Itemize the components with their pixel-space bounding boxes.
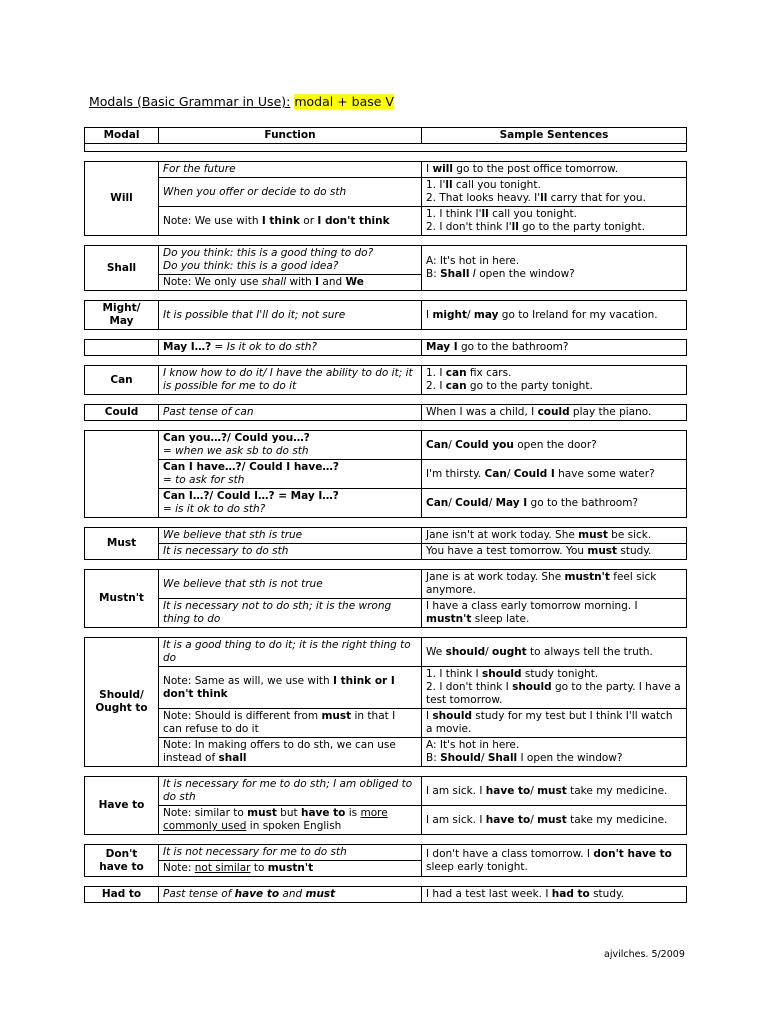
function-cell: Can I…?/ Could I…? = May I…? = is it ok to do sth? <box>159 489 422 518</box>
header-table <box>84 127 687 152</box>
sample-cell: You have a test tomorrow. You must study. <box>422 544 687 560</box>
section-had-to <box>84 886 687 903</box>
spacer-row <box>85 144 687 152</box>
modal-will: Will <box>85 162 159 236</box>
function-cell: Can you…?/ Could you…? = when we ask sb to do sth <box>159 431 422 460</box>
modal-have-to: Have to <box>85 777 159 835</box>
sample-cell: A: It's hot in here. B: Should/ Shall I open the window? <box>422 738 687 767</box>
header-sample: Sample Sentences <box>422 128 687 144</box>
sample-cell: I have a class early tomorrow morning. I mustn't sleep late. <box>422 599 687 628</box>
function-cell: Note: We use with I think or I don't think <box>159 207 422 236</box>
sample-cell: When I was a child, I could play the piano. <box>422 405 687 421</box>
sample-cell: I am sick. I have to/ must take my medicine. <box>422 777 687 806</box>
function-cell: When you offer or decide to do sth <box>159 178 422 207</box>
function-cell: It is possible that I'll do it; not sure <box>159 301 422 330</box>
section-will <box>84 161 687 236</box>
section-should <box>84 637 687 767</box>
modal-mustnt: Mustn't <box>85 570 159 628</box>
function-cell: May I…? = Is it ok to do sth? <box>159 340 422 356</box>
function-cell: It is necessary for me to do sth; I am obliged to do sth <box>159 777 422 806</box>
sample-cell: 1. I can fix cars. 2. I can go to the party tonight. <box>422 366 687 395</box>
modal-shall: Shall <box>85 246 159 291</box>
section-can <box>84 365 687 395</box>
section-mustnt <box>84 569 687 628</box>
function-cell: Past tense of can <box>159 405 422 421</box>
section-might-may <box>84 300 687 330</box>
function-cell: Note: In making offers to do sth, we can use instead of shall <box>159 738 422 767</box>
sample-cell: Jane isn't at work today. She must be sick. <box>422 528 687 544</box>
footer-credit: ajvilches. 5/2009 <box>604 949 685 960</box>
section-may-i <box>84 339 687 356</box>
sample-cell: 1. I think I should study tonight. 2. I don't think I should go to the party. I have a test tomorrow. <box>422 667 687 709</box>
sample-cell: I am sick. I have to/ must take my medicine. <box>422 806 687 835</box>
header-modal: Modal <box>85 128 159 144</box>
section-have-to <box>84 776 687 835</box>
function-cell: Note: Same as will, we use with I think or I don't think <box>159 667 422 709</box>
function-cell: It is not necessary for me to do sth <box>159 845 422 861</box>
page-title <box>89 94 394 109</box>
modal-empty <box>85 340 159 356</box>
sample-cell: I had a test last week. I had to study. <box>422 887 687 903</box>
modal-dont-have-to: Don't have to <box>85 845 159 877</box>
function-cell: Note: We only use shall with I and We <box>159 275 422 291</box>
sample-cell: A: It's hot in here. B: Shall I open the window? <box>422 246 687 291</box>
function-cell: Note: similar to must but have to is more commonly used in spoken English <box>159 806 422 835</box>
sample-cell: Jane is at work today. She mustn't feel sick anymore. <box>422 570 687 599</box>
section-must <box>84 527 687 560</box>
section-shall <box>84 245 687 291</box>
sample-cell: I should study for my test but I think I'll watch a movie. <box>422 709 687 738</box>
function-cell: It is necessary not to do sth; it is the wrong thing to do <box>159 599 422 628</box>
function-cell: We believe that sth is not true <box>159 570 422 599</box>
function-cell: Do you think: this is a good thing to do? Do you think: this is a good idea? <box>159 246 422 275</box>
function-cell: Past tense of have to and must <box>159 887 422 903</box>
sample-cell: Can/ Could/ May I go to the bathroom? <box>422 489 687 518</box>
sample-cell: 1. I'll call you tonight. 2. That looks heavy. I'll carry that for you. <box>422 178 687 207</box>
modal-can: Can <box>85 366 159 395</box>
sample-cell: May I go to the bathroom? <box>422 340 687 356</box>
function-cell: Can I have…?/ Could I have…? = to ask for sth <box>159 460 422 489</box>
modal-could: Could <box>85 405 159 421</box>
function-cell: For the future <box>159 162 422 178</box>
function-cell: We believe that sth is true <box>159 528 422 544</box>
function-cell: Note: not similar to mustn't <box>159 861 422 877</box>
section-could <box>84 404 687 421</box>
sample-cell: 1. I think I'll call you tonight. 2. I don't think I'll go to the party tonight. <box>422 207 687 236</box>
section-requests <box>84 430 687 518</box>
modal-had-to: Had to <box>85 887 159 903</box>
function-cell: I know how to do it/ I have the ability to do it; it is possible for me to do it <box>159 366 422 395</box>
title-highlight: modal + base V <box>294 94 394 109</box>
title-main: Modals (Basic Grammar in Use): <box>89 94 291 109</box>
function-cell: Note: Should is different from must in that I can refuse to do it <box>159 709 422 738</box>
sample-cell: I don't have a class tomorrow. I don't have to sleep early tonight. <box>422 845 687 877</box>
modal-empty <box>85 431 159 518</box>
modal-must: Must <box>85 528 159 560</box>
sample-cell: I will go to the post office tomorrow. <box>422 162 687 178</box>
header-function: Function <box>159 128 422 144</box>
sample-cell: I'm thirsty. Can/ Could I have some water? <box>422 460 687 489</box>
function-cell: It is necessary to do sth <box>159 544 422 560</box>
modals-table-group <box>84 127 686 903</box>
modal-should: Should/ Ought to <box>85 638 159 767</box>
sample-cell: Can/ Could you open the door? <box>422 431 687 460</box>
section-dont-have-to <box>84 844 687 877</box>
function-cell: It is a good thing to do it; it is the right thing to do <box>159 638 422 667</box>
sample-cell: I might/ may go to Ireland for my vacation. <box>422 301 687 330</box>
modal-might-may: Might/ May <box>85 301 159 330</box>
sample-cell: We should/ ought to always tell the truth. <box>422 638 687 667</box>
